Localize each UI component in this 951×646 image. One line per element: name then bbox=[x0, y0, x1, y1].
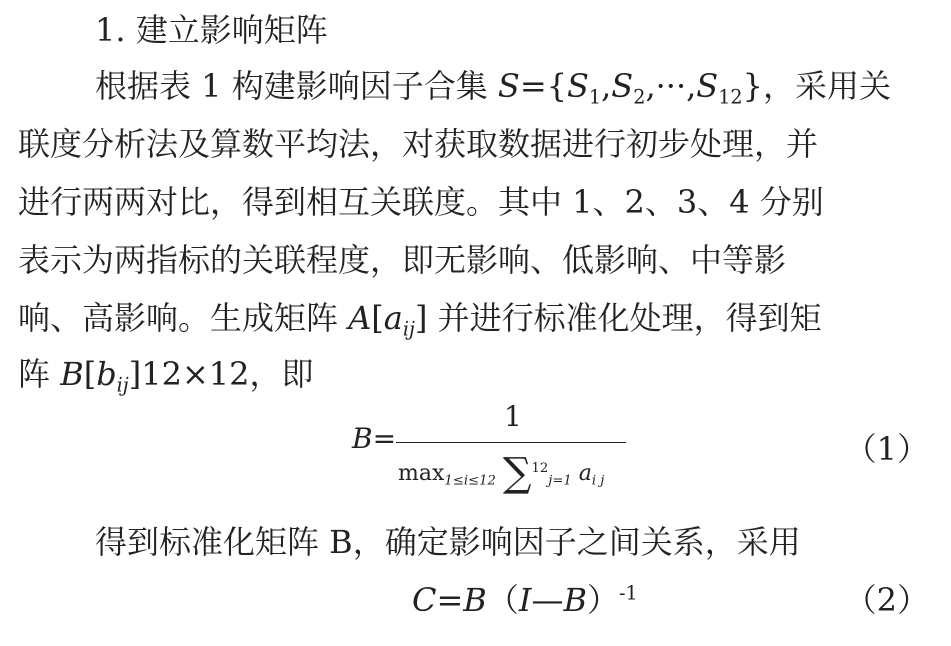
math-var: a bbox=[383, 299, 403, 337]
math-var: I bbox=[518, 581, 532, 619]
text-run: }，采用关 bbox=[742, 67, 892, 105]
equation-number-2: （2） bbox=[844, 581, 929, 619]
math-symbol: = bbox=[436, 581, 464, 619]
math-subscript: 1 bbox=[588, 85, 602, 109]
math-symbol: — bbox=[531, 581, 564, 619]
math-var: S bbox=[497, 67, 520, 105]
math-exponent: -1 bbox=[619, 581, 638, 605]
math-subscript: ij bbox=[402, 317, 415, 341]
max-operator: max bbox=[398, 461, 445, 486]
math-var: b bbox=[96, 355, 117, 393]
math-subscript: 2 bbox=[633, 85, 646, 109]
math-symbol: ] bbox=[414, 299, 428, 337]
math-var: S bbox=[611, 67, 634, 105]
math-symbol: ） bbox=[586, 581, 619, 619]
math-var: a bbox=[578, 461, 592, 486]
text-run: 根据表 1 构建影响因子合集 bbox=[95, 67, 498, 105]
paragraph-line-2: 联度分析法及算数平均法，对获取数据进行初步处理，并 bbox=[18, 125, 819, 163]
paragraph-line-5 bbox=[18, 290, 933, 346]
math-symbol: [ bbox=[83, 355, 97, 393]
math-var: A bbox=[348, 299, 372, 337]
equation-number-1: （1） bbox=[844, 430, 929, 468]
math-subscript: 12 bbox=[718, 85, 743, 109]
math-symbol: [ bbox=[371, 299, 384, 337]
section-heading: 1. 建立影响矩阵 bbox=[95, 11, 328, 49]
paragraph-2: 得到标准化矩阵 B，确定影响因子之间关系，采用 bbox=[95, 523, 801, 561]
math-subscript: i j bbox=[591, 473, 605, 489]
sum-lower-limit: j=1 bbox=[548, 473, 572, 489]
text-run: 12×12，即 bbox=[141, 355, 314, 393]
paragraph-line-4: 表示为两指标的关联程度，即无影响、低影响、中等影 bbox=[18, 241, 787, 279]
math-var: S bbox=[696, 67, 719, 105]
math-var: B bbox=[60, 355, 84, 393]
math-symbol: ] bbox=[128, 355, 142, 393]
fraction-bar bbox=[396, 442, 626, 443]
equation-lhs: B= bbox=[352, 422, 397, 455]
sum-upper-limit: 12 bbox=[531, 461, 549, 477]
fraction-numerator: 1 bbox=[504, 400, 522, 433]
equation-1 bbox=[352, 398, 632, 498]
math-symbol: ={ bbox=[519, 67, 567, 105]
text-run: 阵 bbox=[18, 355, 61, 393]
math-dots: ,···, bbox=[645, 67, 697, 105]
text-run: 并进行标准化处理，得到矩 bbox=[427, 299, 822, 337]
paragraph-line-1: 根据表 1 构建影响因子合集 $S=\{S_1,S_2,\cdot\cdot\cdot,S_{12}\}$，采用关 bbox=[95, 67, 892, 109]
math-var: S bbox=[566, 67, 589, 105]
text-run: 响、高影响。生成矩阵 bbox=[18, 299, 349, 337]
paragraph-line-3: 进行两两对比，得到相互关联度。其中 1、2、3、4 分别 bbox=[18, 183, 824, 221]
sum-symbol: ∑ bbox=[502, 450, 532, 496]
math-subscript: ij bbox=[116, 373, 129, 397]
math-symbol: （ bbox=[486, 581, 519, 619]
fraction-denominator bbox=[398, 450, 604, 496]
math-var: B bbox=[563, 581, 587, 619]
max-range: 1≤i≤12 bbox=[444, 473, 496, 489]
equation-2 bbox=[412, 572, 638, 628]
math-var: C bbox=[412, 581, 437, 619]
math-var: B bbox=[463, 581, 487, 619]
paragraph-line-6 bbox=[18, 346, 933, 402]
